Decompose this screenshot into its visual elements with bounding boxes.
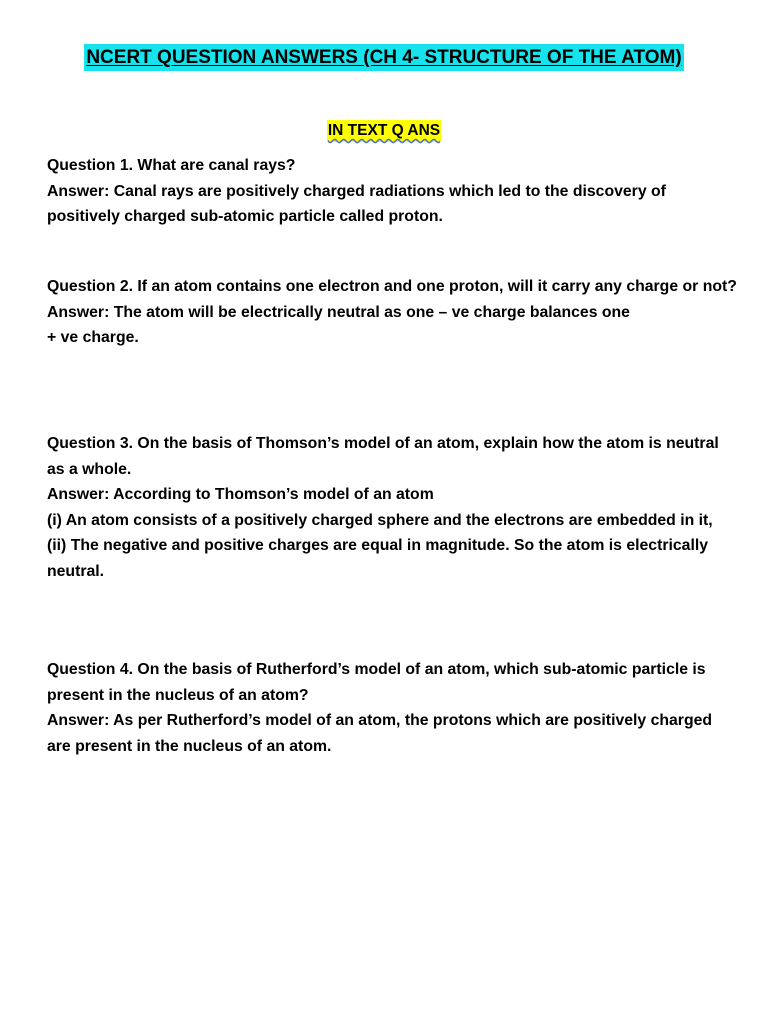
answer-4: Answer: As per Rutherford’s model of an atom, the protons which are positively charged are present in the nucleus of an atom. — [47, 712, 713, 755]
title-container — [0, 44, 768, 71]
qa-block-2 — [47, 274, 737, 351]
question-3: Question 3. On the basis of Thomson’s model of an atom, explain how the atom is neutral as a whole. — [47, 435, 719, 478]
answer-1: Answer: Canal rays are positively charged radiations which led to the discovery of positively charged sub-atomic particle called proton. — [47, 182, 666, 225]
answer-3-point-1: (i) An atom consists of a positively charged sphere and the electrons are embedded in it, — [47, 511, 713, 529]
answer-3-point-2: (ii) The negative and positive charges are equal in magnitude. So the atom is electrically neutral. — [47, 537, 709, 580]
answer-3: Answer: According to Thomson’s model of an atom — [47, 486, 434, 503]
answer-2-line-1: Answer: The atom will be electrically neutral as one – ve charge balances one — [47, 303, 630, 321]
answer-2-line-2: + ve charge. — [47, 329, 139, 346]
subtitle-container — [0, 120, 768, 142]
qa-block-4 — [47, 657, 737, 759]
section-subtitle: IN TEXT Q ANS — [327, 120, 441, 142]
qa-block-3 — [47, 431, 737, 584]
question-1: Question 1. What are canal rays? — [47, 157, 296, 174]
question-4: Question 4. On the basis of Rutherford’s model of an atom, which sub-atomic particle is present in the nucleus of an atom? — [47, 661, 706, 704]
question-2: Question 2. If an atom contains one electron and one proton, will it carry any charge or not? — [47, 278, 737, 295]
document-title: NCERT QUESTION ANSWERS (CH 4- STRUCTURE OF THE ATOM) — [84, 44, 683, 71]
qa-block-1 — [47, 153, 737, 230]
